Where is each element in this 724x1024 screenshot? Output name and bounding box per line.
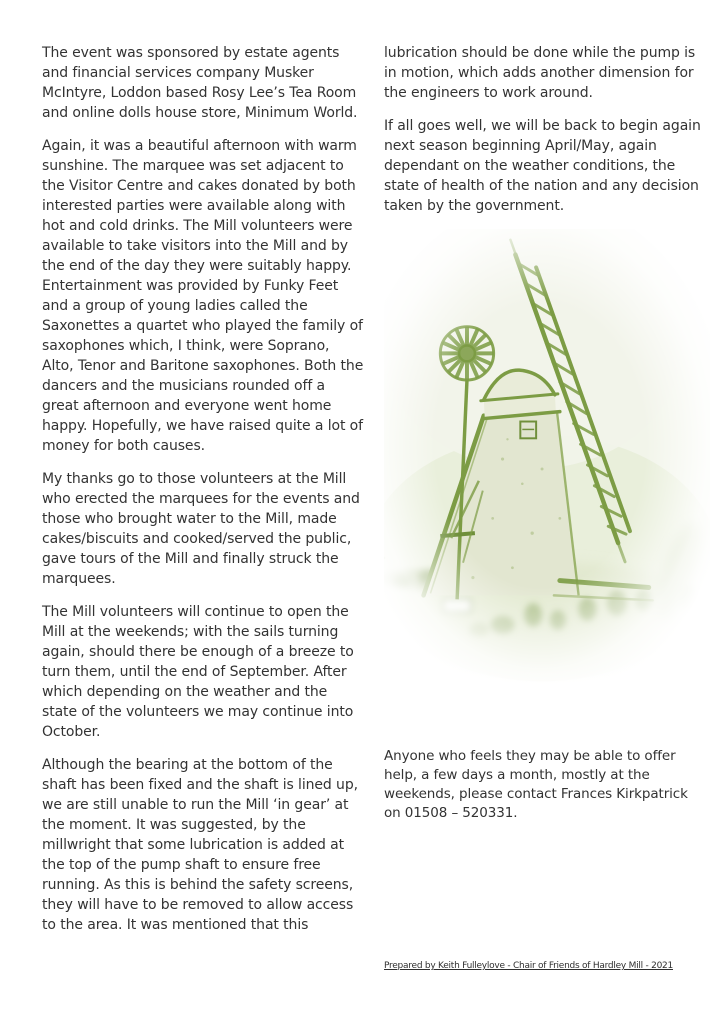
paragraph-bearing: Although the bearing at the bottom of the shaft has been fixed and the shaft is lined up, we are still unable to run the Mill ‘in gear’ at the moment. It was suggested, by the millwright that some lubrication is added at the top of the pump shaft to ensure free running. As this is behind the safety screens, they will have to be removed to allow access to the area. It was mentioned that this [42,757,358,933]
paragraph-lubrication: lubrication should be done while the pump is in motion, which adds another dimension for the engineers to work around. [384,45,696,101]
paragraph-next-season: If all goes well, we will be back to begin again next season beginning April/May, again dependant on the weather conditions, the state of health of the nation and any decision taken by the government. [384,118,701,214]
paragraph-sponsors: The event was sponsored by estate agents and financial services company Musker McIntyre, Loddon based Rosy Lee’s Tea Room and online dolls house store, Minimum World. [42,45,358,121]
windmill-illustration [384,229,710,699]
paragraph-contact: Anyone who feels they may be able to offer help, a few days a month, mostly at the weekends, please contact Frances Kirkpatrick on 01508 – 520331. [384,748,688,821]
paragraph-opening-times: The Mill volunteers will continue to open the Mill at the weekends; with the sails turning again, should there be enough of a breeze to turn them, until the end of September. After which depending on the weather and the state of the volunteers we may continue into October. [42,604,354,740]
paragraph-thanks: My thanks go to those volunteers at the Mill who erected the marquees for the events and those who brought water to the Mill, made cakes/biscuits and cooked/served the public, gave tours of the Mill and finally struck the marquees. [42,471,360,587]
windmill-sketch-image [384,229,710,699]
footer-credit: Prepared by Keith Fulleylove - Chair of Friends of Hardley Mill - 2021 [384,961,673,971]
paragraph-event-day: Again, it was a beautiful afternoon with warm sunshine. The marquee was set adjacent to the Visitor Centre and cakes donated by both interested parties were available along with hot and cold drinks. The Mill volunteers were available to take visitors into the Mill and by the end of the day they were suitably happy. Entertainment was provided by Funky Feet and a group of young ladies called the Saxonettes a quartet who played the family of saxophones which, I think, were Soprano, Alto, Tenor and Baritone saxophones. Both the dancers and the musicians rounded off a great afternoon and everyone went home happy. Hopefully, we have raised quite a lot of money for both causes. [42,138,364,454]
left-column [42,43,365,948]
right-column [384,43,708,837]
